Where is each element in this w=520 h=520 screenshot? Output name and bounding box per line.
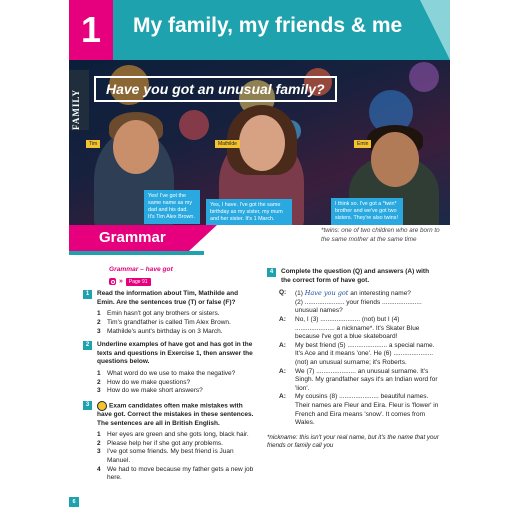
list-item [97,440,255,449]
dialogue-line [279,393,439,427]
dialogue-line [279,342,439,368]
name-tag-emin: Emin [354,140,371,148]
item-number: 2 [97,318,101,326]
photo-question: Have you got an unusual family? [94,76,337,102]
face [239,115,285,171]
page-number: 6 [69,497,79,507]
list-item [97,379,255,388]
banner-underline [69,251,204,255]
header-accent [420,0,450,60]
line-text: My best friend (5) ...................... a special name. It's Ace and it means 'one'. He (6) ...................... (not) an unusual surname; it's Roberts. [295,341,435,366]
bokeh-light [179,110,209,140]
list-item [97,466,255,483]
speech-bubble-emin: I think so. I've got a *twin* brother and we've got two sisters. They're also twins! [331,198,403,225]
speaker-tag: A: [279,315,286,323]
handwritten-answer: Have you got [304,289,349,298]
item-number: 1 [97,431,101,439]
speaker-tag [279,299,291,316]
name-tag-mathilde: Mathilde [215,140,240,148]
page-reference [109,278,255,287]
line-text: (2) ...................... your friends ...................... unusual names? [295,298,422,315]
grammar-banner [69,225,221,251]
item-text: How do we make short answers? [107,387,203,395]
dialogue-line [279,316,439,342]
speech-bubble-tim: Yes! I've got the same name as my dad and his dad. It's Tim Alex Brown. [144,190,200,224]
line-text: (1) [295,290,305,298]
exercise-2 [83,341,255,396]
item-number: 2 [97,439,101,447]
line-text-wrap [295,289,411,299]
unit-number: 1 [69,0,113,60]
dialogue [267,289,439,428]
list-item [97,448,255,465]
list-item [97,310,255,319]
grammar-subheading: Grammar – have got [109,266,173,273]
exercise-3 [83,401,255,483]
item-text: Her eyes are green and she gots long, black hair. [107,431,249,439]
item-text: Please help her if she got any problems. [107,439,223,447]
exercise-number: 1 [83,290,92,299]
line-text: My cousins (8) ...................... beautiful names. Their names are Fleur and Eira. Fleur is 'flower' in French and Eira means 'snow'. It comes from Wales. [295,393,439,427]
item-text: Tim's grandfather is called Tim Alex Brown. [107,318,231,326]
exercise-number: 4 [267,268,276,277]
item-text: Mathilde's aunt's birthday is on 3 March. [107,327,223,335]
page-badge: Page 91 [126,278,151,287]
exercise-number: 2 [83,341,92,350]
exercise-instruction: Complete the question (Q) and answers (A) with the correct form of have got. [281,268,430,284]
list-item [97,319,255,328]
item-number: 1 [97,310,101,318]
exam-tip-icon [97,401,107,411]
line-text: No, I (3) ...................... (not) but I (4) ...................... a nickname*. It's Skater Blue because I've got a blue skateboard! [295,315,420,341]
item-text: What word do we use to make the negative? [107,369,236,377]
textbook-page [69,0,450,520]
unit-photo [69,60,450,225]
speaker-tag: Q: [279,289,287,297]
item-text: How do we make questions? [107,378,191,386]
item-number: 3 [97,327,101,335]
dialogue-line [279,368,439,394]
item-number: 3 [97,448,101,456]
item-text: I've got some friends. My best friend is Juan Manuel. [107,448,234,464]
list-item [97,370,255,379]
twins-footnote: *twins: one of two children who are born to the same mother at the same time [321,227,440,243]
exercise-number: 3 [83,401,92,410]
dialogue-line [279,299,439,316]
chevron-right-icon: » [119,277,123,285]
right-column [267,264,439,451]
unit-header [69,0,450,60]
name-tag-tim: Tim [86,140,100,148]
list-item [97,387,255,396]
speaker-tag: A: [279,393,286,401]
item-text: Emin hasn't got any brothers or sisters. [107,310,220,318]
exercise-1 [83,290,255,336]
face [371,132,419,187]
speaker-tag: A: [279,367,286,375]
speaker-tag: A: [279,341,286,349]
left-column [83,266,255,483]
dialogue-line [279,289,439,299]
item-text: We had to move because my father gets a new job here. [107,465,254,482]
item-number: 2 [97,378,101,386]
list-item [97,328,255,337]
family-side-tab [69,70,89,130]
speech-bubble-mathilde: Yes, I have. I've got the same birthday as my sister, my mum and her sister. It's 1 March. [206,199,292,225]
bokeh-light [409,62,439,92]
banner-edge [189,225,217,251]
exercise-instruction-wrap [97,401,255,429]
face [113,120,159,174]
item-number: 3 [97,387,101,395]
grammar-heading: Grammar [99,229,166,246]
item-number: 1 [97,369,101,377]
line-text: We (7) ...................... an unusual surname. It's Singh. My grandfather says it's an Indian word for 'lion'. [295,367,438,392]
exercise-instruction: Underline examples of have got and has got in the texts and questions in Exercise 1, then answer the questions below. [97,341,253,366]
side-tab-label: FAMILY [71,88,81,130]
exercise-instruction: Exam candidates often make mistakes with have got. Correct the mistakes in these sentences. The sentences are all in British English. [97,402,254,427]
unit-title: My family, my friends & me [133,14,403,37]
item-number: 4 [97,465,101,473]
exercise-instruction: Read the information about Tim, Mathilde and Emin. Are the sentences true (T) or false (F)? [97,290,239,306]
list-item [97,431,255,440]
camera-icon [109,278,116,285]
line-text: an interesting name? [348,290,411,298]
nickname-footnote: *nickname: this isn't your real name, but it's the name that your friends or family call you [267,433,439,450]
